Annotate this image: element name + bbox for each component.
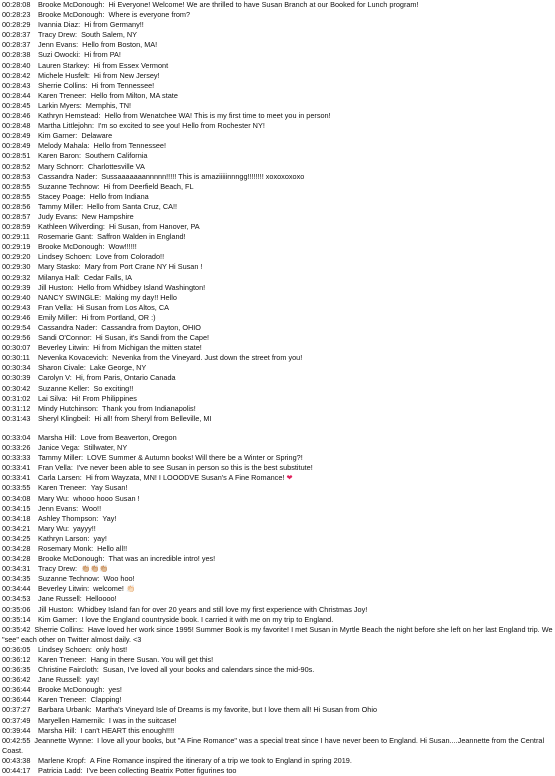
message-sender: Kim Garner: bbox=[38, 614, 78, 624]
message-text: Hello from Boston, MA! bbox=[82, 40, 158, 50]
message-sender: Milanya Hall: bbox=[38, 272, 80, 282]
message-timestamp: 00:34:31 bbox=[2, 564, 31, 574]
message-timestamp: 00:30:11 bbox=[2, 353, 30, 363]
message-text: I can't HEART this enough!!!! bbox=[80, 725, 175, 735]
message-sender: Ivannia Diaz: bbox=[38, 20, 81, 30]
message-text: Hi from Essex Vermont bbox=[93, 60, 169, 70]
message-timestamp: 00:35:42 bbox=[2, 624, 31, 634]
message-sender: Mary Wu: bbox=[38, 523, 70, 533]
message-sender: Karen Treneer: bbox=[38, 90, 87, 100]
message-timestamp: 00:29:46 bbox=[2, 312, 31, 322]
message-sender: Carolyn V: bbox=[38, 373, 72, 383]
message-text: Hi Susan, from Hanover, PA bbox=[108, 222, 200, 232]
message-text: Hello all!! bbox=[97, 543, 128, 553]
message-timestamp: 00:33:41 bbox=[2, 473, 31, 483]
chat-message bbox=[2, 414, 553, 424]
message-sender: Mindy Hutchinson: bbox=[38, 403, 99, 413]
chat-message bbox=[2, 101, 553, 111]
message-sender: Lauren Starkey: bbox=[38, 60, 90, 70]
chat-message bbox=[2, 705, 553, 715]
message-timestamp: 00:29:39 bbox=[2, 282, 31, 292]
message-text: Woo!! bbox=[82, 503, 102, 513]
message-timestamp: 00:34:25 bbox=[2, 533, 31, 543]
chat-message bbox=[2, 81, 553, 91]
message-timestamp: 00:33:26 bbox=[2, 443, 31, 453]
message-text: Cedar Falls, IA bbox=[83, 272, 133, 282]
message-text: Yay Susan! bbox=[90, 483, 128, 493]
chat-message bbox=[2, 262, 553, 272]
message-timestamp: 00:29:54 bbox=[2, 323, 31, 332]
chat-message bbox=[2, 212, 553, 222]
chat-message bbox=[2, 162, 553, 172]
message-text: A Fine Romance inspired the itinerary of a trip we took to England in spring 2019. bbox=[89, 755, 352, 765]
message-timestamp: 00:28:48 bbox=[2, 121, 31, 131]
message-text: Hello from Tennessee! bbox=[93, 141, 166, 151]
message-sender: Jane Russell: bbox=[38, 675, 82, 685]
message-timestamp: 00:28:37 bbox=[2, 30, 31, 40]
message-timestamp: 00:29:30 bbox=[2, 262, 31, 272]
heart-icon: ❤ bbox=[286, 473, 293, 483]
message-text: I've been collecting Beatrix Potter figurines too bbox=[86, 766, 237, 776]
message-sender: Brooke McDonough: bbox=[38, 0, 105, 9]
chat-message bbox=[2, 252, 553, 262]
message-text: only host! bbox=[95, 644, 128, 654]
message-sender: Rosemarie Gant: bbox=[38, 232, 94, 242]
message-sender: Barbara Urbank: bbox=[38, 705, 92, 715]
message-text: Hi from New Jersey! bbox=[93, 70, 160, 80]
message-text: Hang in there Susan. You will get this! bbox=[90, 655, 214, 664]
chat-message bbox=[2, 463, 553, 473]
chat-message bbox=[2, 404, 553, 414]
chat-message bbox=[2, 131, 553, 141]
chat-message bbox=[2, 91, 553, 101]
message-sender: Marsha Hill: bbox=[38, 725, 77, 735]
message-sender: Martha Littlejohn: bbox=[38, 121, 94, 131]
message-text: whooo hooo Susan ! bbox=[73, 493, 140, 503]
message-sender: Janice Vega: bbox=[38, 443, 80, 453]
message-sender: Michele Husfelt: bbox=[38, 70, 90, 80]
message-timestamp: 00:35:06 bbox=[2, 604, 31, 614]
chat-message bbox=[2, 40, 553, 50]
message-sender: Brooke McDonough: bbox=[38, 10, 105, 20]
message-timestamp: 00:44:17 bbox=[2, 766, 31, 776]
message-text: Hi Susan from Los Altos, CA bbox=[76, 302, 169, 312]
message-text: I'm so excited to see you! Hello from Rochester NY! bbox=[97, 121, 265, 131]
chat-message bbox=[2, 494, 553, 504]
chat-message bbox=[2, 504, 553, 514]
message-sender: NANCY SWINGLE: bbox=[38, 292, 102, 302]
message-text: yay! bbox=[93, 533, 107, 543]
message-text: Whidbey Island fan for over 20 years and still love my first experience with Christmas Joy! bbox=[77, 604, 368, 614]
message-timestamp: 00:28:40 bbox=[2, 60, 31, 70]
message-sender: Beverley Litwin: bbox=[38, 343, 90, 353]
message-timestamp: 00:29:43 bbox=[2, 302, 31, 312]
message-text: Hi Everyone! Welcome! We are thrilled to have Susan Branch at our Booked for Lunch program! bbox=[108, 0, 419, 9]
chat-message bbox=[2, 615, 553, 625]
message-timestamp: 00:28:38 bbox=[2, 50, 31, 60]
message-sender: Kathryn Larson: bbox=[38, 533, 90, 543]
message-timestamp: 00:30:42 bbox=[2, 383, 31, 393]
message-sender: Lindsey Schoen: bbox=[38, 644, 92, 654]
message-timestamp: 00:29:20 bbox=[2, 252, 31, 262]
message-text: Woo hoo! bbox=[103, 574, 135, 584]
message-timestamp: 00:29:19 bbox=[2, 242, 31, 252]
chat-message bbox=[2, 685, 553, 695]
message-timestamp: 00:28:52 bbox=[2, 161, 31, 171]
message-timestamp: 00:28:57 bbox=[2, 211, 31, 221]
message-text: Hello from Wenatchee WA! This is my first time to meet you in person! bbox=[104, 111, 331, 121]
message-sender: Jeannette Wynne: bbox=[34, 735, 94, 745]
message-sender: Tracy Drew: bbox=[38, 30, 78, 40]
message-sender: Emily Miller: bbox=[38, 312, 78, 322]
message-text: Where is everyone from? bbox=[108, 10, 191, 20]
message-timestamp: 00:28:46 bbox=[2, 111, 31, 121]
chat-message bbox=[2, 716, 553, 726]
message-timestamp: 00:31:02 bbox=[2, 393, 31, 403]
chat-message bbox=[2, 172, 553, 182]
message-timestamp: 00:29:56 bbox=[2, 333, 31, 343]
message-timestamp: 00:42:55 bbox=[2, 735, 31, 745]
chat-message bbox=[2, 473, 553, 483]
chat-message bbox=[2, 363, 553, 373]
chat-message bbox=[2, 394, 553, 404]
message-sender: Suzanne Technow: bbox=[38, 181, 100, 191]
message-text: Memphis, TN! bbox=[85, 100, 132, 110]
chat-message bbox=[2, 373, 553, 383]
message-text: Southern California bbox=[85, 151, 148, 161]
chat-message bbox=[2, 695, 553, 705]
message-text: Saffron Walden in England! bbox=[97, 232, 186, 242]
message-sender: Tammy Miller: bbox=[38, 201, 83, 211]
message-text: yayyy!! bbox=[73, 523, 96, 533]
message-timestamp: 00:36:44 bbox=[2, 685, 31, 695]
message-timestamp: 00:28:59 bbox=[2, 222, 31, 232]
chat-message bbox=[2, 313, 553, 323]
message-text: Cassandra from Dayton, OHIO bbox=[101, 323, 201, 332]
message-text: Mary from Port Crane NY Hi Susan ! bbox=[84, 262, 203, 272]
chat-message bbox=[2, 605, 553, 615]
chat-message bbox=[2, 675, 553, 685]
chat-message bbox=[2, 534, 553, 544]
chat-message bbox=[2, 756, 553, 766]
message-text: Yay! bbox=[102, 513, 117, 523]
message-text: That was an incredible intro! yes! bbox=[108, 554, 216, 564]
message-timestamp: 00:39:44 bbox=[2, 725, 31, 735]
message-sender: Karen Baron: bbox=[38, 151, 81, 161]
message-sender: Jane Russell: bbox=[38, 594, 82, 604]
message-timestamp: 00:28:51 bbox=[2, 151, 31, 161]
chat-message bbox=[2, 50, 553, 60]
message-sender: Nevenka Kovacevich: bbox=[38, 353, 109, 363]
chat-message bbox=[2, 283, 553, 293]
message-timestamp: 00:28:53 bbox=[2, 171, 31, 181]
message-sender: Mary Stasko: bbox=[38, 262, 81, 272]
chat-message bbox=[2, 182, 553, 192]
message-timestamp: 00:34:35 bbox=[2, 574, 31, 584]
chat-message bbox=[2, 483, 553, 493]
message-sender: Fran Vella: bbox=[38, 463, 73, 473]
chat-message bbox=[2, 273, 553, 283]
chat-message bbox=[2, 121, 553, 131]
message-timestamp: 00:29:40 bbox=[2, 292, 31, 302]
message-text: Making my day!! Hello bbox=[105, 292, 177, 302]
message-sender: Tammy Miller: bbox=[38, 453, 83, 463]
message-text: Hi from Germany!! bbox=[84, 20, 144, 30]
chat-message bbox=[2, 766, 553, 776]
message-text: Hello from Milton, MA state bbox=[90, 90, 178, 100]
chat-message bbox=[2, 141, 553, 151]
chat-message bbox=[2, 71, 553, 81]
chat-message bbox=[2, 303, 553, 313]
message-sender: Melody Mahala: bbox=[38, 141, 90, 151]
message-sender: Jenn Evans: bbox=[38, 503, 79, 513]
message-timestamp: 00:36:35 bbox=[2, 665, 31, 675]
message-sender: Suzanne Technow: bbox=[38, 574, 100, 584]
message-timestamp: 00:28:44 bbox=[2, 90, 31, 100]
message-timestamp: 00:29:32 bbox=[2, 272, 31, 282]
message-sender: Larkin Myers: bbox=[38, 100, 82, 110]
message-timestamp: 00:36:44 bbox=[2, 695, 31, 705]
message-sender: Lai Silva: bbox=[38, 393, 68, 403]
message-timestamp: 00:33:04 bbox=[2, 432, 31, 442]
message-sender: Brooke McDonough: bbox=[38, 554, 105, 564]
message-timestamp: 00:28:55 bbox=[2, 181, 31, 191]
message-sender: Mary Schnorr: bbox=[38, 161, 84, 171]
message-timestamp: 00:36:12 bbox=[2, 655, 31, 664]
chat-message bbox=[2, 443, 553, 453]
message-timestamp: 00:33:33 bbox=[2, 453, 31, 463]
message-text: Wow!!!!!! bbox=[108, 242, 137, 252]
message-text: Lake George, NY bbox=[89, 363, 147, 373]
chat-message bbox=[2, 353, 553, 363]
message-text: LOVE Summer & Autumn books! Will there be a Winter or Spring?! bbox=[87, 453, 303, 463]
chat-message bbox=[2, 293, 553, 303]
chat-message bbox=[2, 202, 553, 212]
message-text: Hello from Indiana bbox=[89, 191, 149, 201]
message-timestamp: 00:28:55 bbox=[2, 191, 31, 201]
message-timestamp: 00:34:53 bbox=[2, 594, 31, 604]
message-sender: Kathleen Wilverding: bbox=[38, 222, 105, 232]
message-sender: Ashley Thompson: bbox=[38, 513, 99, 523]
message-text: Martha's Vineyard Isle of Dreams is my favorite, but I love them all! Hi Susan from Ohio bbox=[95, 705, 378, 715]
message-sender: Beverley Litwin: bbox=[38, 584, 90, 594]
message-sender: Sheryl Klingbeil: bbox=[38, 413, 91, 423]
chat-message bbox=[2, 564, 553, 574]
message-text: Stillwater, NY bbox=[83, 443, 128, 453]
message-timestamp: 00:34:18 bbox=[2, 513, 31, 523]
message-timestamp: 00:34:28 bbox=[2, 554, 31, 564]
message-timestamp: 00:28:42 bbox=[2, 70, 31, 80]
message-timestamp: 00:28:23 bbox=[2, 10, 31, 20]
message-sender: Jill Huston: bbox=[38, 604, 74, 614]
message-text: Hi from PA! bbox=[84, 50, 121, 60]
message-text: 👏🏼👏🏼👏🏼 bbox=[81, 564, 109, 574]
chat-message bbox=[2, 594, 553, 604]
chat-message bbox=[2, 625, 553, 645]
message-text: Hello from Santa Cruz, CA!! bbox=[87, 201, 178, 211]
chat-message bbox=[2, 453, 553, 463]
message-text: South Salem, NY bbox=[81, 30, 138, 40]
message-text: Hi! From Philippines bbox=[71, 393, 137, 403]
message-sender: Karen Treneer: bbox=[38, 655, 87, 664]
message-text: Charlottesville VA bbox=[87, 161, 145, 171]
chat-message bbox=[2, 584, 553, 594]
message-sender: Karen Treneer: bbox=[38, 483, 87, 493]
message-sender: Sandi O'Connor: bbox=[38, 333, 92, 343]
chat-message bbox=[2, 192, 553, 202]
message-sender: Karen Treneer: bbox=[38, 695, 87, 705]
message-text: Helloooo! bbox=[85, 594, 117, 604]
message-sender: Tracy Drew: bbox=[38, 564, 78, 574]
message-text: Hi from Michigan the mitten state! bbox=[93, 343, 202, 353]
message-sender: Maryellen Hamernik: bbox=[38, 715, 105, 725]
message-timestamp: 00:34:15 bbox=[2, 503, 31, 513]
chat-message bbox=[2, 111, 553, 121]
chat-message bbox=[2, 10, 553, 20]
message-text: I've never been able to see Susan in person so this is the best substitute! bbox=[76, 463, 313, 473]
chat-message bbox=[2, 323, 553, 333]
message-timestamp: 00:34:08 bbox=[2, 493, 31, 503]
message-sender: Sherrie Collins: bbox=[34, 624, 84, 634]
chat-message bbox=[2, 544, 553, 554]
message-timestamp: 00:31:12 bbox=[2, 403, 31, 413]
message-timestamp: 00:37:49 bbox=[2, 715, 31, 725]
message-timestamp: 00:33:41 bbox=[2, 463, 31, 473]
message-timestamp: 00:28:56 bbox=[2, 201, 31, 211]
chat-message bbox=[2, 384, 553, 394]
message-sender: Patricia Ladd: bbox=[38, 766, 83, 776]
message-text: Hi all! from Sheryl from Belleville, MI bbox=[94, 413, 212, 423]
message-text: welcome! 👏🏻 bbox=[93, 584, 136, 594]
message-sender: Lindsey Schoen: bbox=[38, 252, 92, 262]
message-timestamp: 00:28:45 bbox=[2, 100, 31, 110]
chat-message bbox=[2, 232, 553, 242]
message-sender: Judy Evans: bbox=[38, 211, 78, 221]
message-text: New Hampshire bbox=[81, 211, 134, 221]
message-timestamp: 00:36:05 bbox=[2, 644, 31, 654]
message-sender: Sharon Civale: bbox=[38, 363, 86, 373]
message-timestamp: 00:34:28 bbox=[2, 543, 31, 553]
message-timestamp: 00:28:49 bbox=[2, 131, 31, 141]
message-sender: Jill Huston: bbox=[38, 282, 74, 292]
message-text: Delaware bbox=[81, 131, 113, 141]
message-sender: Mary Wu: bbox=[38, 493, 70, 503]
message-timestamp: 00:37:27 bbox=[2, 705, 31, 715]
chat-message bbox=[2, 343, 553, 353]
message-text: Susan, I've loved all your books and calendars since the mid-90s. bbox=[102, 665, 315, 675]
message-sender: Fran Vella: bbox=[38, 302, 73, 312]
chat-message bbox=[2, 645, 553, 655]
chat-message bbox=[2, 665, 553, 675]
message-sender: Brooke McDonough: bbox=[38, 242, 105, 252]
message-timestamp: 00:43:38 bbox=[2, 755, 31, 765]
message-text: Hi from Deerfield Beach, FL bbox=[103, 181, 194, 191]
message-timestamp: 00:35:14 bbox=[2, 614, 31, 624]
message-text: I love all your books, but "A Fine Romance" was a special treat since I have never been to England. Hi Susan....Jeannette from the Central Coast. bbox=[2, 735, 545, 755]
message-sender: Suzi Owocki: bbox=[38, 50, 81, 60]
message-sender: Suzanne Keller: bbox=[38, 383, 90, 393]
message-text: Sussaaaaaaannnnn!!!!! This is amaziiiiinnngg!!!!!!!! xoxoxoxoxo bbox=[101, 171, 305, 181]
message-timestamp: 00:30:34 bbox=[2, 363, 31, 373]
message-timestamp: 00:28:37 bbox=[2, 40, 31, 50]
message-text: Love from Colorado!! bbox=[95, 252, 165, 262]
chat-message bbox=[2, 736, 553, 756]
message-text: Clapping! bbox=[90, 695, 122, 705]
message-timestamp: 00:28:08 bbox=[2, 0, 31, 9]
message-sender: Kim Garner: bbox=[38, 131, 78, 141]
message-sender: Stacey Poage: bbox=[38, 191, 86, 201]
message-timestamp: 00:33:55 bbox=[2, 483, 31, 493]
message-text: I love the England countryside book. I carried it with me on my trip to England. bbox=[81, 614, 334, 624]
chat-message bbox=[2, 151, 553, 161]
message-text: Hi from Tennessee! bbox=[91, 80, 155, 90]
message-sender: Rosemary Monk: bbox=[38, 543, 94, 553]
message-sender: Christine Faircloth: bbox=[38, 665, 99, 675]
message-timestamp: 00:30:07 bbox=[2, 343, 31, 353]
message-sender: Brooke McDonough: bbox=[38, 685, 105, 695]
chat-message bbox=[2, 222, 553, 232]
chat-message bbox=[2, 524, 553, 534]
message-sender: Cassandra Nader: bbox=[38, 323, 98, 332]
chat-message bbox=[2, 574, 553, 584]
message-sender: Jenn Evans: bbox=[38, 40, 79, 50]
message-sender: Marlene Kropf: bbox=[38, 755, 86, 765]
message-timestamp: 00:36:42 bbox=[2, 675, 31, 685]
message-sender: Sherrie Collins: bbox=[38, 80, 88, 90]
chat-message bbox=[2, 30, 553, 40]
message-sender: Carla Larsen: bbox=[38, 473, 82, 483]
message-timestamp: 00:34:44 bbox=[2, 584, 31, 594]
chat-message bbox=[2, 242, 553, 252]
message-timestamp: 00:30:39 bbox=[2, 373, 31, 383]
message-text: Nevenka from the Vineyard. Just down the street from you! bbox=[112, 353, 303, 363]
message-timestamp: 00:34:21 bbox=[2, 523, 31, 533]
chat-message bbox=[2, 333, 553, 343]
message-timestamp: 00:29:11 bbox=[2, 232, 30, 242]
chat-message bbox=[2, 61, 553, 71]
message-text: Hi, from Paris, Ontario Canada bbox=[75, 373, 176, 383]
message-text: yay! bbox=[85, 675, 100, 685]
message-timestamp: 00:31:43 bbox=[2, 413, 31, 423]
message-text: Have loved her work since 1995! Summer Book is my favorite! I met Susan in Myrtle Beach the night before she left on her last England trip. We "see" each other on Twitter almost daily. <3 bbox=[2, 624, 553, 644]
message-timestamp: 00:28:49 bbox=[2, 141, 31, 151]
chat-message bbox=[2, 554, 553, 564]
message-text: Thank you from Indianapolis! bbox=[102, 403, 196, 413]
message-text: So exciting!! bbox=[93, 383, 134, 393]
message-text: yes! bbox=[108, 685, 122, 695]
chat-message bbox=[2, 433, 553, 443]
message-text: Hello from Whidbey Island Washington! bbox=[77, 282, 206, 292]
chat-message bbox=[2, 726, 553, 736]
message-text: Hi Susan, it's Sandi from the Cape! bbox=[95, 333, 210, 343]
chat-message bbox=[2, 20, 553, 30]
chat-message bbox=[2, 0, 553, 10]
message-sender: Cassandra Nader: bbox=[38, 171, 98, 181]
message-text: I was in the suitcase! bbox=[108, 715, 177, 725]
message-timestamp: 00:28:29 bbox=[2, 20, 31, 30]
message-text: Hi from Wayzata, MN! I LOOODVE Susan's A Fine Romance! bbox=[85, 473, 285, 483]
message-sender: Kathryn Hemstead: bbox=[38, 111, 101, 121]
message-timestamp: 00:28:43 bbox=[2, 80, 31, 90]
message-text: Love from Beaverton, Oregon bbox=[80, 432, 177, 442]
message-sender: Marsha Hill: bbox=[38, 432, 77, 442]
chat-message bbox=[2, 514, 553, 524]
chat-message bbox=[2, 655, 553, 665]
message-text: Hi from Portland, OR :) bbox=[81, 312, 156, 322]
